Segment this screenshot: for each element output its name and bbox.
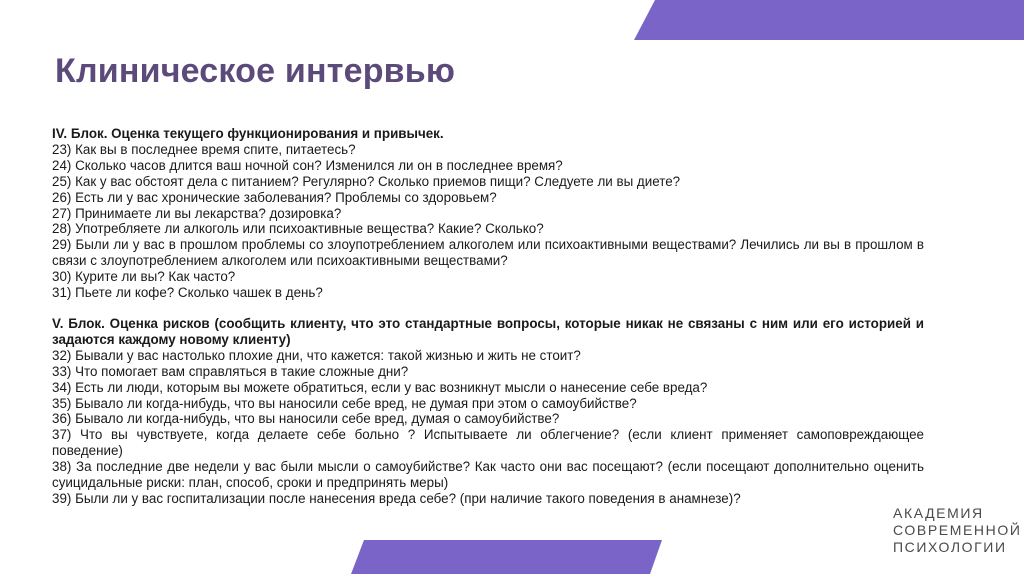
question-28: 28) Употребляете ли алкоголь или психоактивные вещества? Какие? Сколько?	[52, 221, 544, 237]
logo-line-1: АКАДЕМИЯ	[893, 505, 984, 521]
question-23: 23) Как вы в последнее время спите, питаетесь?	[52, 141, 356, 157]
question-29: 29) Были ли у вас в прошлом проблемы со злоупотреблением алкоголем или психоактивными веществами? Лечились ли вы в прошлом в связи с злоупотреблением алкоголем или психоактивными веществами?	[52, 237, 924, 269]
stripe-bottom-shape	[351, 540, 662, 574]
block-4-heading: IV. Блок. Оценка текущего функционирования и привычек.	[52, 126, 444, 141]
question-37: 37) Что вы чувствуете, когда делаете себе больно ? Испытываете ли облегчение? (если клиент применяет самоповреждающее поведение)	[52, 427, 924, 459]
question-39: 39) Были ли у вас госпитализации после нанесения вреда себе? (при наличие такого поведения в анамнезе)?	[52, 490, 741, 506]
logo-line-3: ПСИХОЛОГИИ	[893, 539, 1007, 555]
question-36: 36) Бывало ли когда-нибудь, что вы наносили себе вред, думая о самоубийстве?	[52, 411, 560, 427]
question-31: 31) Пьете ли кофе? Сколько чашек в день?	[52, 285, 323, 301]
question-25: 25) Как у вас обстоят дела с питанием? Регулярно? Сколько приемов пищи? Следуете ли вы диете?	[52, 173, 681, 189]
question-26: 26) Есть ли у вас хронические заболевания? Проблемы со здоровьем?	[52, 189, 497, 205]
question-33: 33) Что помогает вам справляться в такие сложные дни?	[52, 363, 409, 379]
question-34: 34) Есть ли люди, которым вы можете обратиться, если у вас возникнут мысли о нанесение себе вреда?	[52, 379, 708, 395]
logo-line-2: СОВРЕМЕННОЙ	[893, 522, 1022, 538]
block-spacer	[52, 301, 924, 316]
interview-questions	[52, 126, 924, 507]
slide-title: Клиническое интервью	[55, 52, 456, 90]
stripe-top-shape	[634, 0, 1024, 40]
academy-logo	[893, 505, 1021, 556]
question-24: 24) Сколько часов длится ваш ночной сон? Изменился ли он в последнее время?	[52, 157, 563, 173]
block-5-heading: V. Блок. Оценка рисков (сообщить клиенту, что это стандартные вопросы, которые никак не связаны с ним или его историей и задаются каждому новому клиенту)	[52, 315, 924, 347]
question-35: 35) Бывало ли когда-нибудь, что вы наносили себе вред, не думая при этом о самоубийстве?	[52, 395, 637, 411]
question-32: 32) Бывали у вас настолько плохие дни, что кажется: такой жизнью и жить не стоит?	[52, 347, 581, 363]
question-27: 27) Принимаете ли вы лекарства? дозировка?	[52, 205, 342, 221]
question-30: 30) Курите ли вы? Как часто?	[52, 269, 236, 285]
question-38: 38) За последние две недели у вас были мысли о самоубийстве? Как часто они вас посещают? (если посещают дополнительно оценить суицидальные риски: план, способ, сроки и предпринять меры)	[52, 459, 924, 491]
